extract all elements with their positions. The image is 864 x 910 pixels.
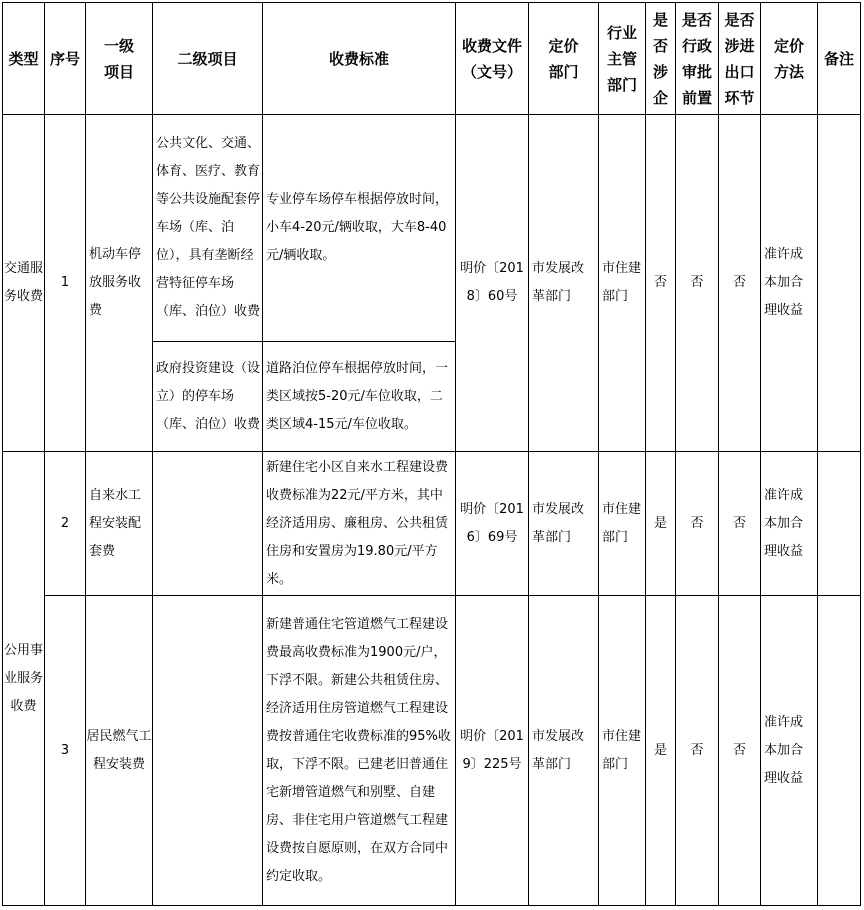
pricing-dept-text: 市发展改革部门	[532, 728, 585, 772]
header-enterprise-line: 是	[652, 10, 668, 29]
header-export	[719, 3, 761, 115]
standard-cell	[263, 596, 456, 906]
header-admin-approval	[676, 3, 719, 115]
header-standard: 收费标准	[263, 3, 456, 115]
header-admin-approval-line: 审批	[681, 62, 712, 81]
header-industry-dept-line: 主管	[606, 49, 637, 68]
header-type: 类型	[3, 3, 45, 115]
type-text: 交通服务收费	[3, 261, 43, 304]
header-document-line: 收费文件	[461, 36, 522, 55]
table-row	[3, 596, 861, 906]
remark-cell	[818, 115, 861, 452]
header-export-line: 出口	[724, 62, 755, 81]
standard-cell	[263, 342, 456, 452]
export-cell: 否	[719, 452, 761, 596]
header-level1-line: 项目	[103, 62, 134, 81]
level1-text: 居民燃气工程安装费	[86, 728, 152, 772]
pricing-dept-text: 市发展改革部门	[532, 501, 585, 545]
header-admin-approval-line: 前置	[681, 88, 712, 107]
remark-cell	[818, 452, 861, 596]
level2-cell	[153, 452, 263, 596]
header-industry-dept	[599, 3, 646, 115]
header-admin-approval-line: 行政	[681, 36, 712, 55]
seq-cell: 1	[45, 115, 86, 452]
admin-approval-cell: 否	[676, 115, 719, 452]
header-row	[3, 3, 861, 115]
header-admin-approval-line: 是否	[681, 10, 712, 29]
standard-text: 道路泊位停车根据停放时间，一类区域按5-20元/车位收取，二类区域4-15元/车位收取。	[266, 360, 449, 432]
industry-dept-cell	[599, 452, 646, 596]
header-method-line: 定价	[773, 36, 804, 55]
level1-cell	[86, 452, 153, 596]
header-enterprise-line: 涉	[652, 62, 668, 81]
level2-cell	[153, 596, 263, 906]
header-level1	[86, 3, 153, 115]
type-cell	[3, 452, 45, 906]
header-pricing-dept-line: 定价	[548, 36, 579, 55]
seq-cell: 2	[45, 452, 86, 596]
method-cell	[761, 596, 818, 906]
level1-text: 机动车停放服务收费	[89, 247, 142, 318]
header-enterprise-line: 否	[652, 36, 668, 55]
enterprise-cell: 否	[646, 115, 676, 452]
level1-cell	[86, 115, 153, 452]
table-row	[3, 115, 861, 342]
method-text: 准许成本加合理收益	[764, 714, 804, 786]
header-enterprise-line: 企	[652, 88, 668, 107]
enterprise-cell: 是	[646, 596, 676, 906]
level2-cell	[153, 115, 263, 342]
industry-dept-text: 市住建部门	[602, 261, 642, 304]
header-export-line: 是否	[724, 10, 755, 29]
industry-dept-cell	[599, 115, 646, 452]
seq-cell: 3	[45, 596, 86, 906]
level2-text: 公共文化、交通、体育、医疗、教育等公共设施配套停车场（库、泊位），具有垄断经营特征停车场（库、泊位）收费	[156, 136, 261, 319]
standard-text: 新建普通住宅管道燃气工程建设费最高收费标准为1900元/户，下浮不限。新建公共租赁住房、经济适用住房管道燃气工程建设费按普通住宅收费标准的95%收取，下浮不限。已建老旧普通住宅新增管道燃气和别墅、自建房、非住宅用户管道燃气工程建设费按自愿原则，在双方合同中约定收取。	[266, 616, 451, 884]
export-cell: 否	[719, 596, 761, 906]
type-text: 公用事业服务收费	[3, 642, 43, 714]
header-method-line: 方法	[773, 62, 804, 81]
header-document	[456, 3, 529, 115]
fee-table	[2, 2, 861, 906]
header-level1-line: 一级	[103, 36, 134, 55]
method-cell	[761, 115, 818, 452]
level1-text: 自来水工程安装配套费	[89, 487, 142, 559]
type-cell	[3, 115, 45, 452]
header-seq: 序号	[45, 3, 86, 115]
document-cell	[456, 596, 529, 906]
table-row	[3, 452, 861, 596]
standard-text: 专业停车场停车根据停放时间，小车4-20元/辆收取，大车8-40元/辆收取。	[266, 192, 449, 263]
document-text: 明价〔2016〕69号	[460, 501, 524, 545]
admin-approval-cell: 否	[676, 596, 719, 906]
remark-cell	[818, 596, 861, 906]
header-level2: 二级项目	[153, 3, 263, 115]
header-remark: 备注	[818, 3, 861, 115]
pricing-dept-cell	[529, 115, 599, 452]
enterprise-cell: 是	[646, 452, 676, 596]
industry-dept-text: 市住建部门	[602, 728, 642, 772]
document-cell	[456, 452, 529, 596]
admin-approval-cell: 否	[676, 452, 719, 596]
document-text: 明价〔2019〕225号	[460, 728, 524, 772]
header-export-line: 涉进	[724, 36, 755, 55]
method-text: 准许成本加合理收益	[764, 247, 804, 318]
header-industry-dept-line: 部门	[606, 75, 637, 94]
header-industry-dept-line: 行业	[606, 23, 637, 42]
method-text: 准许成本加合理收益	[764, 487, 804, 559]
industry-dept-text: 市住建部门	[602, 501, 642, 545]
header-method	[761, 3, 818, 115]
header-export-line: 环节	[724, 88, 755, 107]
export-cell: 否	[719, 115, 761, 452]
standard-cell	[263, 115, 456, 342]
industry-dept-cell	[599, 596, 646, 906]
pricing-dept-cell	[529, 596, 599, 906]
header-document-line: （文号）	[461, 62, 522, 81]
standard-text: 新建住宅小区自来水工程建设费收费标准为22元/平方米，其中经济适用房、廉租房、公共租赁住房和安置房为19.80元/平方米。	[266, 459, 449, 587]
method-cell	[761, 452, 818, 596]
header-enterprise	[646, 3, 676, 115]
document-cell	[456, 115, 529, 452]
level1-cell	[86, 596, 153, 906]
standard-cell	[263, 452, 456, 596]
pricing-dept-text: 市发展改革部门	[532, 261, 585, 304]
document-text: 明价〔2018〕60号	[460, 261, 524, 304]
level2-text: 政府投资建设（设立）的停车场（库、泊位）收费	[156, 360, 261, 432]
pricing-dept-cell	[529, 452, 599, 596]
level2-cell	[153, 342, 263, 452]
header-pricing-dept-line: 部门	[548, 62, 579, 81]
header-pricing-dept	[529, 3, 599, 115]
